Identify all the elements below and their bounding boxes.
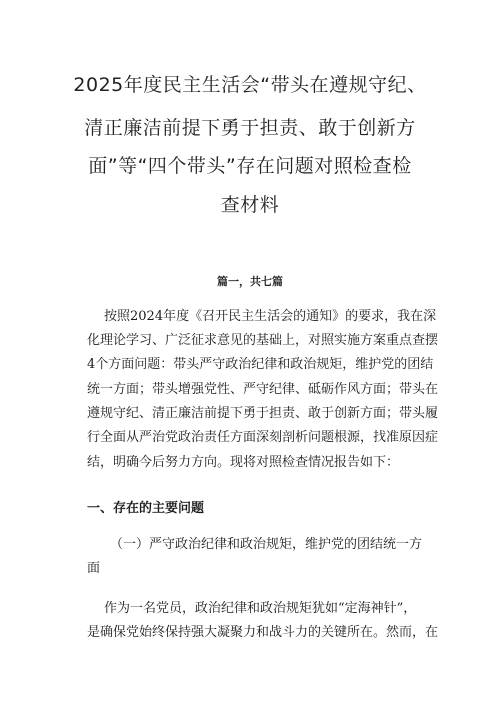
intro-paragraph-line-5: 遵规守纪、清正廉洁前提下勇于担责、敢于创新方面；带头履 [87,406,439,421]
document-title-line-2: 清正廉洁前提下勇于担责、敢于创新方 [84,117,416,139]
intro-paragraph-line-1: 按照2024年度《召开民主生活会的通知》的要求，我在深 [104,309,437,324]
document-subtitle: 篇一，共七篇 [217,275,283,288]
intro-paragraph-line-6: 行全面从严治党政治责任方面深刻剖析问题根源，找准原因症 [87,430,439,445]
document-title-line-1: 2025年度民主生活会“带头在遵规守纪、 [73,74,427,96]
subsection-heading-line-1: （一）严守政治纪律和政治规矩，维护党的团结统一方 [110,537,423,552]
document-title-line-3: 面”等“四个带头”存在问题对照检查检 [88,155,412,177]
intro-paragraph-line-4: 统一方面；带头增强党性、严守纪律、砥砺作风方面；带头在 [87,382,439,397]
intro-paragraph-line-2: 化理论学习、广泛征求意见的基础上，对照实施方案重点查摆 [87,333,439,348]
subsection-heading-line-2: 面 [87,561,101,576]
intro-paragraph-line-3: 4个方面问题：带头严守政治纪律和政治规矩，维护党的团结 [87,357,434,372]
paragraph2-line-1: 作为一名党员，政治纪律和政治规矩犹如“定海神针”， [104,601,417,616]
document-title-line-4: 查材料 [220,194,280,216]
section-heading: 一、存在的主要问题 [87,501,205,516]
intro-paragraph-line-7: 结，明确今后努力方向。现将对照检查情况报告如下： [87,455,400,470]
paragraph2-line-2: 是确保党始终保持强大凝聚力和战斗力的关键所在。然而，在 [87,625,439,640]
